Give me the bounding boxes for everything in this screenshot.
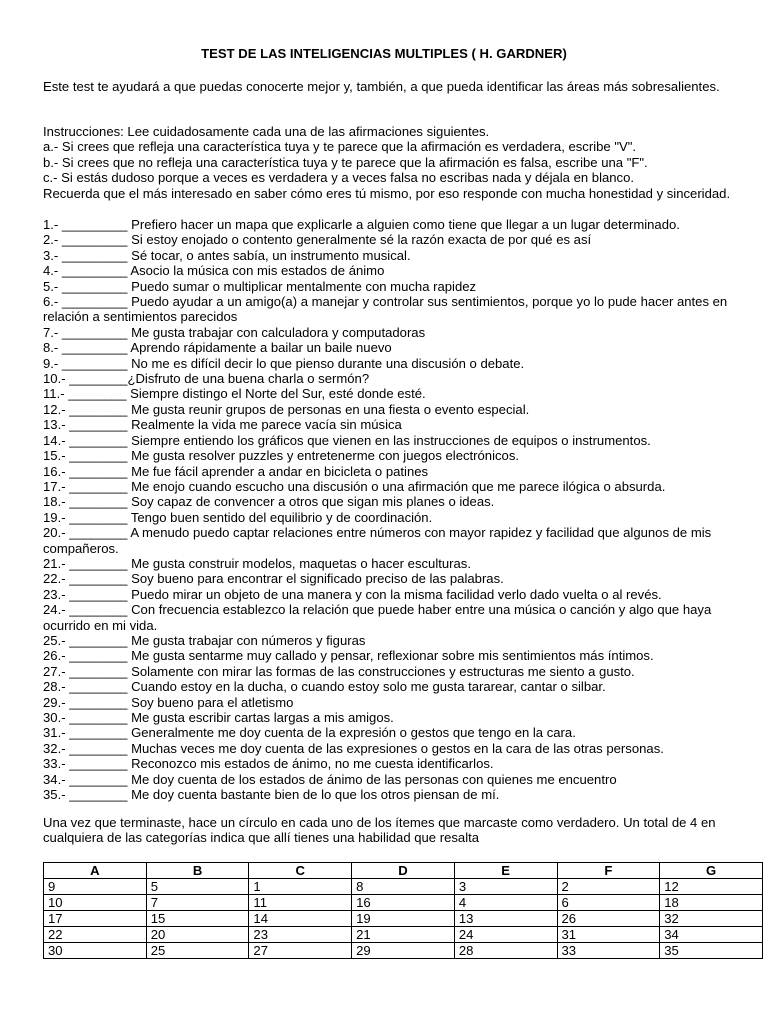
table-cell: 12 bbox=[660, 879, 763, 895]
table-cell: 18 bbox=[660, 895, 763, 911]
statement-item: 21.- ________ Me gusta construir modelos, maquetas o hacer esculturas. bbox=[43, 555, 471, 571]
document-title: TEST DE LAS INTELIGENCIAS MULTIPLES ( H. GARDNER) bbox=[201, 46, 567, 61]
statement-item: 23.- ________ Puedo mirar un objeto de una manera y con la misma facilidad verlo dado vuelta o al revés. bbox=[43, 586, 662, 602]
table-header-cell: B bbox=[146, 863, 249, 879]
table-cell: 27 bbox=[249, 943, 352, 959]
statement-list bbox=[43, 217, 733, 802]
statement-item: 11.- ________ Siempre distingo el Norte del Sur, esté donde esté. bbox=[43, 386, 426, 402]
statement-item: 35.- ________ Me doy cuenta bastante bien de lo que los otros piensan de mí. bbox=[43, 787, 500, 803]
table-header-cell: E bbox=[454, 863, 557, 879]
table-cell: 17 bbox=[44, 911, 147, 927]
statement-item: 26.- ________ Me gusta sentarme muy callado y pensar, reflexionar sobre mis sentimientos más íntimos. bbox=[43, 648, 654, 664]
table-header-cell: D bbox=[352, 863, 455, 879]
table-cell: 10 bbox=[44, 895, 147, 911]
statement-item: 24.- ________ Con frecuencia establezco la relación que puede haber entre una música o canción y algo que haya ocurrido en mi vida. bbox=[43, 602, 712, 633]
statement-item: 15.- ________ Me gusta resolver puzzles y entretenerme con juegos electrónicos. bbox=[43, 448, 520, 464]
statement-item: 7.- _________ Me gusta trabajar con calculadora y computadoras bbox=[43, 324, 426, 340]
statement-item: 30.- ________ Me gusta escribir cartas largas a mis amigos. bbox=[43, 710, 394, 725]
statement-item: 10.- ________¿Disfruto de una buena charla o sermón? bbox=[43, 371, 370, 387]
table-cell: 16 bbox=[352, 895, 455, 911]
statement-item: 16.- ________ Me fue fácil aprender a andar en bicicleta o patines bbox=[43, 463, 429, 479]
statement-item: 9.- _________ No me es difícil decir lo que pienso durante una discusión o debate. bbox=[43, 355, 525, 371]
table-cell: 22 bbox=[44, 927, 147, 943]
statement-item: 8.- _________ Aprendo rápidamente a bailar un baile nuevo bbox=[43, 340, 392, 356]
table-cell: 9 bbox=[44, 879, 147, 895]
instruction-line: a.- Si crees que refleja una característica tuya y te parece que la afirmación es verdadera, escribe "V". bbox=[43, 139, 636, 155]
statement-item: 25.- ________ Me gusta trabajar con números y figuras bbox=[43, 632, 366, 648]
table-cell: 19 bbox=[352, 911, 455, 927]
statement-item: 12.- ________ Me gusta reunir grupos de personas en una fiesta o evento especial. bbox=[43, 401, 530, 417]
table-cell: 33 bbox=[557, 943, 660, 959]
table-cell: 30 bbox=[44, 943, 147, 959]
table-cell: 8 bbox=[352, 879, 455, 895]
statement-item: 29.- ________ Soy bueno para el atletismo bbox=[43, 694, 294, 710]
closing-paragraph bbox=[43, 815, 733, 846]
instruction-line: b.- Si crees que no refleja una característica tuya y te parece que la afirmación es falsa, escribe una "F". bbox=[43, 154, 648, 170]
table-cell: 7 bbox=[146, 895, 249, 911]
statement-item: 13.- ________ Realmente la vida me parece vacía sin música bbox=[43, 417, 402, 433]
statement-item: 6.- _________ Puedo ayudar a un amigo(a) a manejar y controlar sus sentimientos, porque yo lo pude hacer antes en relación a sentimientos parecidos bbox=[43, 294, 728, 325]
table-cell: 14 bbox=[249, 911, 352, 927]
table-cell: 13 bbox=[454, 911, 557, 927]
table-body bbox=[44, 879, 763, 959]
table-cell: 11 bbox=[249, 895, 352, 911]
table-row bbox=[44, 895, 763, 911]
table-cell: 5 bbox=[146, 879, 249, 895]
table-cell: 6 bbox=[557, 895, 660, 911]
instructions-block bbox=[43, 124, 733, 201]
statement-item: 20.- ________ A menudo puedo captar relaciones entre números con mayor rapidez y facilidad que algunos de mis compañeros. bbox=[43, 525, 712, 556]
intro-text: Este test te ayudará a que puedas conocerte mejor y, también, a que pueda identificar las áreas más sobresalientes. bbox=[43, 79, 720, 94]
closing-text: Una vez que terminaste, hace un círculo en cada uno de los ítemes que marcaste como verdadero. Un total de 4 en cualquiera de las categorías indica que allí tienes una habilidad que resalta bbox=[43, 815, 716, 846]
table-cell: 34 bbox=[660, 927, 763, 943]
statement-item: 27.- ________ Solamente con mirar las formas de las construcciones y estructuras me siento a gusto. bbox=[43, 663, 635, 679]
statement-item: 19.- ________ Tengo buen sentido del equilibrio y de coordinación. bbox=[43, 509, 433, 525]
table-header-cell: G bbox=[660, 863, 763, 879]
table-cell: 25 bbox=[146, 943, 249, 959]
table-cell: 35 bbox=[660, 943, 763, 959]
table-header-cell: C bbox=[249, 863, 352, 879]
table-row bbox=[44, 879, 763, 895]
table-row bbox=[44, 911, 763, 927]
statement-item: 4.- _________ Asocio la música con mis estados de ánimo bbox=[43, 263, 385, 279]
table-cell: 31 bbox=[557, 927, 660, 943]
table-cell: 23 bbox=[249, 927, 352, 943]
statement-item: 3.- _________ Sé tocar, o antes sabía, un instrumento musical. bbox=[43, 247, 411, 263]
table-cell: 24 bbox=[454, 927, 557, 943]
table-cell: 29 bbox=[352, 943, 455, 959]
table-cell: 1 bbox=[249, 879, 352, 895]
statement-item: 14.- ________ Siempre entiendo los gráficos que vienen en las instrucciones de equipos o instrumentos. bbox=[43, 432, 651, 448]
table-cell: 32 bbox=[660, 911, 763, 927]
statement-item: 34.- ________ Me doy cuenta de los estados de ánimo de las personas con quienes me encuentro bbox=[43, 771, 617, 787]
table-cell: 15 bbox=[146, 911, 249, 927]
statement-item: 2.- _________ Si estoy enojado o contento generalmente sé la razón exacta de por qué es así bbox=[43, 232, 592, 248]
table-row bbox=[44, 943, 763, 959]
statement-item: 1.- _________ Prefiero hacer un mapa que explicarle a alguien como tiene que llegar a un lugar determinado. bbox=[43, 217, 680, 232]
table-cell: 21 bbox=[352, 927, 455, 943]
statement-item: 22.- ________ Soy bueno para encontrar el significado preciso de las palabras. bbox=[43, 571, 504, 587]
statement-item: 33.- ________ Reconozco mis estados de ánimo, no me cuesta identificarlos. bbox=[43, 756, 494, 772]
statement-item: 28.- ________ Cuando estoy en la ducha, o cuando estoy solo me gusta tararear, cantar o silbar. bbox=[43, 679, 606, 695]
statement-item: 5.- _________ Puedo sumar o multiplicar mentalmente con mucha rapidez bbox=[43, 278, 477, 294]
statement-item: 18.- ________ Soy capaz de convencer a otros que sigan mis planes o ideas. bbox=[43, 494, 495, 510]
instruction-line: Instrucciones: Lee cuidadosamente cada una de las afirmaciones siguientes. bbox=[43, 124, 490, 139]
table-cell: 3 bbox=[454, 879, 557, 895]
results-table bbox=[43, 862, 763, 959]
table-cell: 4 bbox=[454, 895, 557, 911]
statement-item: 17.- ________ Me enojo cuando escucho una discusión o una afirmación que me parece ilógica o absurda. bbox=[43, 478, 666, 494]
statement-item: 32.- ________ Muchas veces me doy cuenta de las expresiones o gestos en la cara de las otras personas. bbox=[43, 740, 664, 756]
table-cell: 20 bbox=[146, 927, 249, 943]
table-cell: 26 bbox=[557, 911, 660, 927]
instruction-line: Recuerda que el más interesado en saber cómo eres tú mismo, por eso responde con mucha honestidad y sinceridad. bbox=[43, 185, 731, 201]
table-cell: 2 bbox=[557, 879, 660, 895]
table-header-cell: A bbox=[44, 863, 147, 879]
table-header-row bbox=[44, 863, 763, 879]
table-row bbox=[44, 927, 763, 943]
instruction-line: c.- Si estás dudoso porque a veces es verdadera y a veces falsa no escribas nada y déjala en blanco. bbox=[43, 170, 635, 186]
statement-item: 31.- ________ Generalmente me doy cuenta de la expresión o gestos que tengo en la cara. bbox=[43, 725, 576, 741]
table-header-cell: F bbox=[557, 863, 660, 879]
intro-paragraph bbox=[43, 79, 733, 94]
table-cell: 28 bbox=[454, 943, 557, 959]
